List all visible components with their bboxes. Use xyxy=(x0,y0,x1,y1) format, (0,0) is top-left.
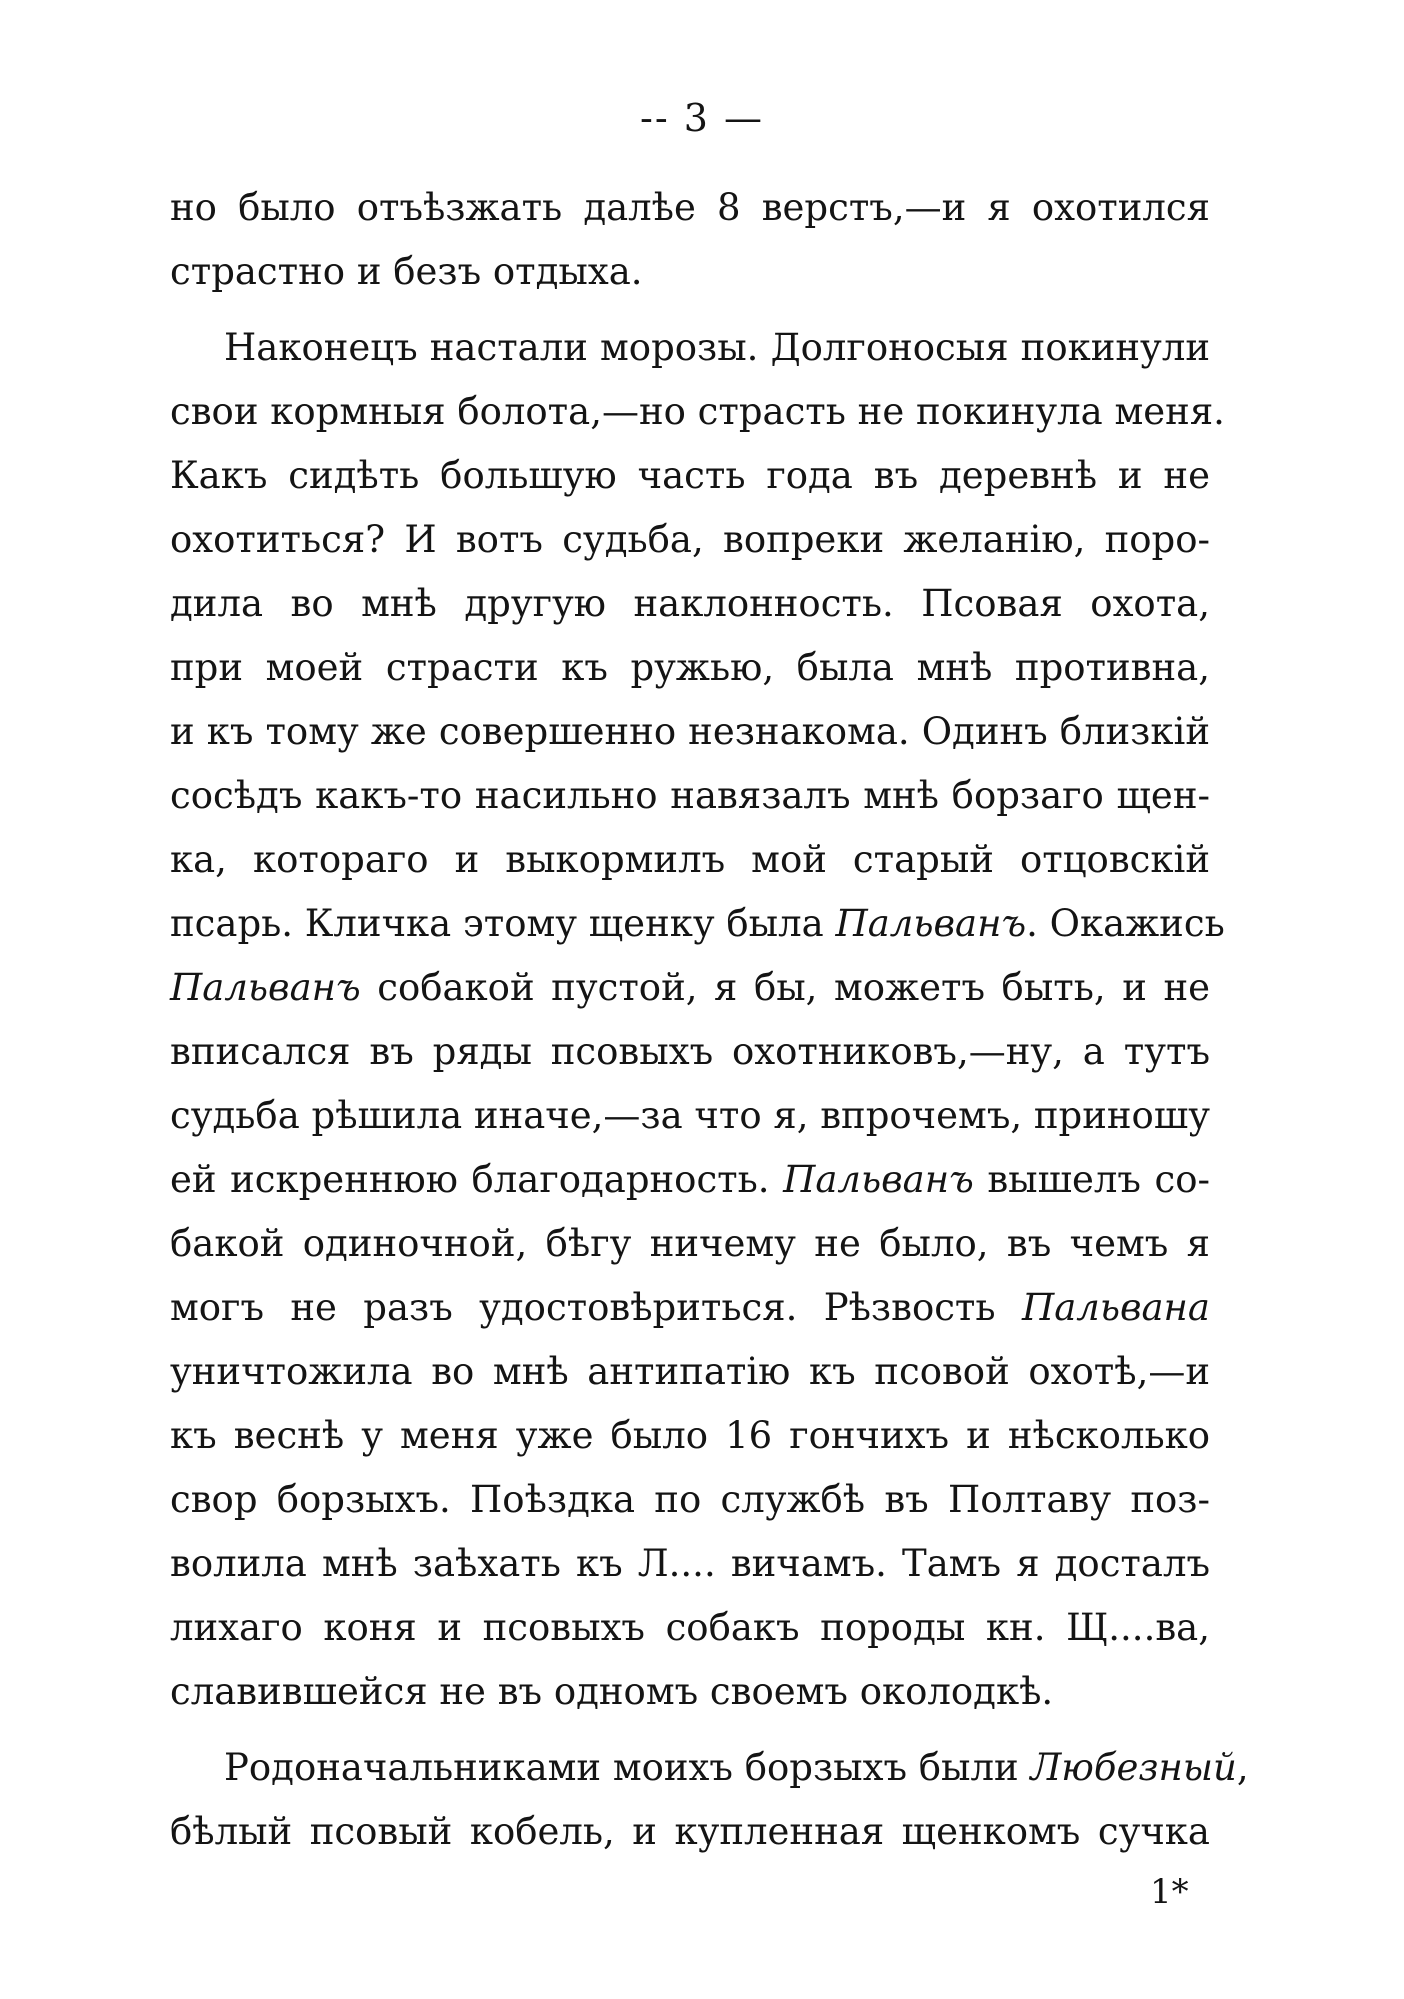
text-line xyxy=(170,892,1225,956)
italic-name: Пальванъ xyxy=(783,1158,974,1201)
text-line: Какъ сидѣть большую часть года въ деревнѣ и не xyxy=(170,454,1210,497)
text-line: дила во мнѣ другую наклонность. Псовая охота, xyxy=(170,582,1210,625)
text-run: ей искреннюю благодарность. xyxy=(170,1158,784,1201)
text-line: страстно и безъ отдыха. xyxy=(170,250,643,293)
text-run: . Окажись xyxy=(1026,902,1225,945)
text-line: охотиться? И вотъ судьба, вопреки желанію, поро- xyxy=(170,518,1210,561)
text-line: свои кормныя болота,—но страсть не покинула меня. xyxy=(170,390,1225,433)
text-line: Наконецъ настали морозы. Долгоносыя покинули xyxy=(224,326,1210,369)
text-line: но было отъѣзжать далѣе 8 верстъ,—и я охотился xyxy=(170,186,1210,229)
text-line xyxy=(170,1276,1210,1340)
text-line: ка, котораго и выкормилъ мой старый отцовскій xyxy=(170,838,1210,881)
text-run: собакой пустой, я бы, можетъ быть, и не xyxy=(377,966,1210,1009)
text-line: славившейся не въ одномъ своемъ околодкѣ. xyxy=(170,1670,1054,1713)
text-line xyxy=(170,1736,1249,1800)
text-line: и къ тому же совершенно незнакома. Одинъ близкій xyxy=(170,710,1210,753)
text-run: вышелъ со- xyxy=(987,1158,1210,1201)
text-run: могъ не разъ удостовѣриться. Рѣзвость xyxy=(170,1286,1022,1329)
italic-name: Пальванъ xyxy=(835,902,1027,945)
text-line: вписался въ ряды псовыхъ охотниковъ,—ну, а тутъ xyxy=(170,1030,1210,1073)
text-line: уничтожила во мнѣ антипатію къ псовой охотѣ,—и xyxy=(170,1350,1210,1393)
text-line: бѣлый псовый кобель, и купленная щенкомъ сучка xyxy=(170,1810,1210,1853)
text-line: сосѣдъ какъ-то насильно навязалъ мнѣ борзаго щен- xyxy=(170,774,1210,817)
signature-mark: 1* xyxy=(1150,1872,1189,1912)
text-line: свор борзыхъ. Поѣздка по службѣ въ Полтаву поз- xyxy=(170,1478,1210,1521)
text-line: лихаго коня и псовыхъ собакъ породы кн. Щ....ва, xyxy=(170,1606,1210,1649)
text-line: къ веснѣ у меня уже было 16 гончихъ и нѣсколько xyxy=(170,1414,1210,1457)
body-text xyxy=(170,176,1249,1864)
text-line: волила мнѣ заѣхать къ Л.... вичамъ. Тамъ я досталъ xyxy=(170,1542,1210,1585)
text-run: Родоначальниками моихъ борзыхъ были xyxy=(224,1746,1031,1789)
text-line: судьба рѣшила иначе,—за что я, впрочемъ, приношу xyxy=(170,1094,1210,1137)
text-run: , xyxy=(1236,1746,1249,1789)
italic-name: Пальвана xyxy=(1021,1286,1210,1329)
text-line xyxy=(170,956,1210,1020)
text-line: при моей страсти къ ружью, была мнѣ противна, xyxy=(170,646,1210,689)
text-run: псарь. Кличка этому щенку была xyxy=(170,902,836,945)
italic-name: Пальванъ xyxy=(170,966,361,1009)
text-line: бакой одиночной, бѣгу ничему не было, въ чемъ я xyxy=(170,1222,1210,1265)
italic-name: Любезный xyxy=(1030,1746,1237,1789)
page-number: -- 3 — xyxy=(639,96,764,140)
text-line xyxy=(170,1148,1210,1212)
